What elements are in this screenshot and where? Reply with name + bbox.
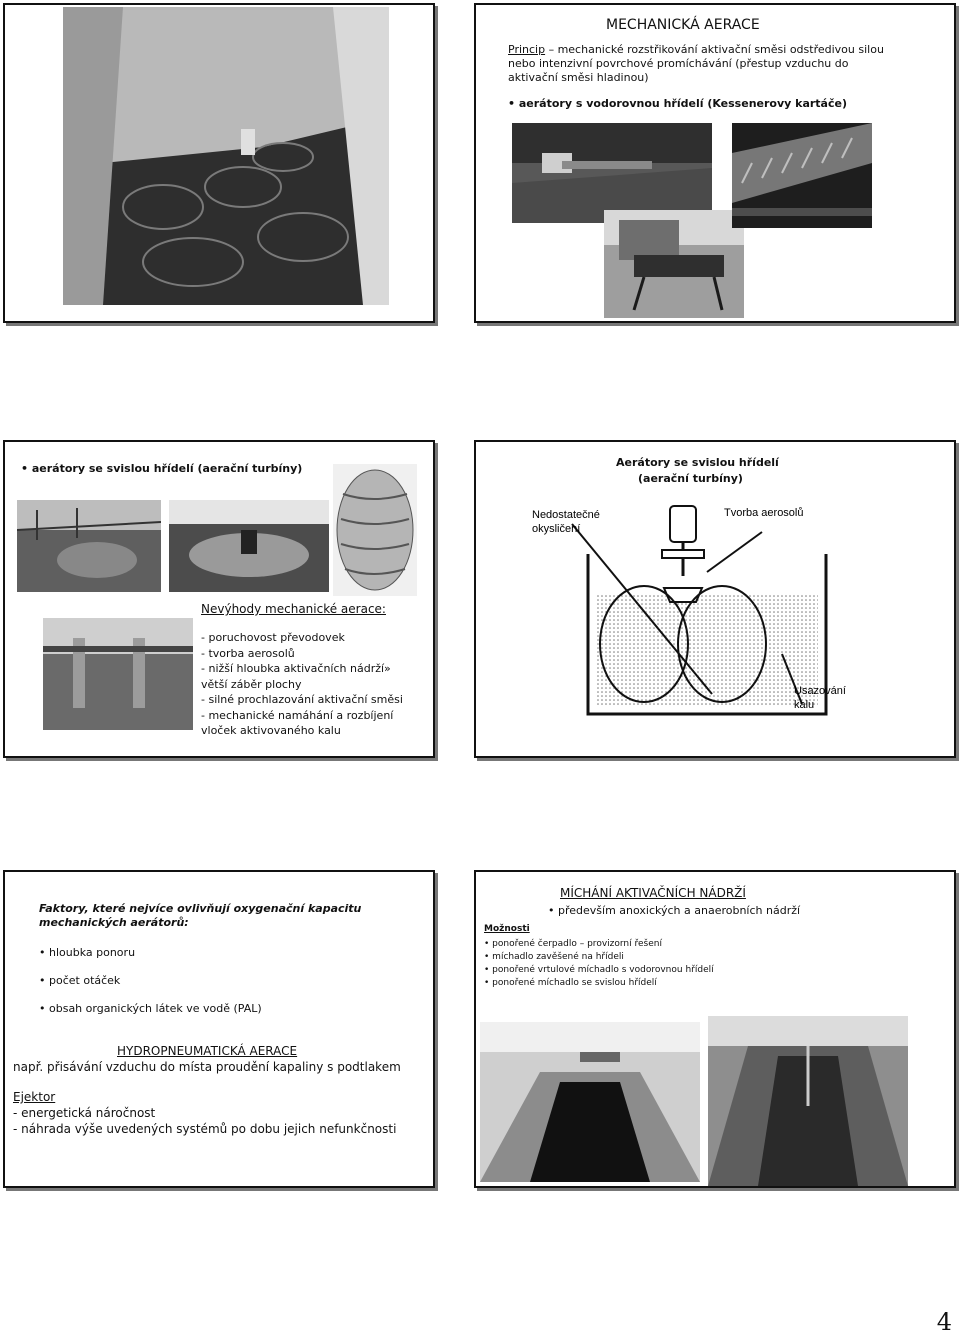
turbine-diagram xyxy=(532,494,862,734)
label-settling: Usazování xyxy=(794,685,846,697)
options-list xyxy=(484,938,714,990)
slide-1 xyxy=(3,3,435,323)
disadvantage-item: - poruchovost převodovek xyxy=(201,631,345,644)
slide2-principle xyxy=(508,43,888,85)
turbine-columns-photo xyxy=(43,618,193,730)
turbine-impeller-photo xyxy=(333,464,417,596)
turbine-diagram-svg xyxy=(532,494,862,734)
slide5-title: Faktory, které nejvíce ovlivňují oxygenační kapacitu mechanických aerátorů: xyxy=(39,902,362,929)
turbine-tank-photo-2 xyxy=(169,500,329,592)
hydro-text: např. přisávání vzduchu do místa proudění kapaliny s podtlakem xyxy=(13,1060,401,1074)
slide-3 xyxy=(3,440,435,758)
factor-item: • počet otáček xyxy=(39,974,120,987)
horizontal-rotor-photo xyxy=(604,210,744,318)
hydro-title: HYDROPNEUMATICKÁ AERACE xyxy=(117,1044,298,1058)
slide-6 xyxy=(474,870,956,1188)
slide-2 xyxy=(474,3,956,323)
principle-text: – mechanické rozstřikování aktivační směsi odstředivou silou nebo intenzivní povrchové promíchávání (přestup vzduchu do aktivační směsi hladinou) xyxy=(508,43,884,84)
factor-item: • hloubka ponoru xyxy=(39,946,135,959)
slide-5 xyxy=(3,870,435,1188)
label-aerosol: Tvorba aerosolů xyxy=(724,507,804,519)
slide2-bullet: • aerátory s vodorovnou hřídelí (Kessenerovy kartáče) xyxy=(508,97,847,110)
ejector-label: Ejektor xyxy=(13,1090,56,1104)
label-insufficient: Nedostatečné xyxy=(532,509,600,521)
label-insufficient-2: okysličení xyxy=(532,523,581,535)
slide3-bullet: • aerátory se svislou hřídelí (aerační turbíny) xyxy=(21,462,302,475)
factor-item: • obsah organických látek ve vodě (PAL) xyxy=(39,1002,262,1015)
option-item: • ponořené čerpadlo – provizorní řešení xyxy=(484,938,714,951)
principle-label: Princip xyxy=(508,43,546,56)
disadvantages-list xyxy=(201,630,403,739)
disadvantage-item: vloček aktivovaného kalu xyxy=(201,724,341,737)
brush-aerator-photo xyxy=(512,123,712,223)
disadvantage-item: - nižší hloubka aktivačních nádrží» xyxy=(201,662,391,675)
disadvantage-item: větší záběr plochy xyxy=(201,677,302,691)
mixing-channel-photo xyxy=(480,1022,700,1182)
slide6-title: MÍCHÁNÍ AKTIVAČNÍCH NÁDRŽÍ xyxy=(560,886,746,900)
disadvantage-item: - silné prochlazování aktivační směsi xyxy=(201,693,403,706)
disadvantage-item: - tvorba aerosolů xyxy=(201,646,295,660)
slide4-title-line1: Aerátory se svislou hřídelí xyxy=(616,456,779,469)
disadvantages-title: Nevýhody mechanické aerace: xyxy=(201,602,386,616)
aeration-tank-photo xyxy=(63,7,389,305)
options-label: Možnosti xyxy=(484,924,530,934)
slide-4 xyxy=(474,440,956,758)
turbine-tank-photo-1 xyxy=(17,500,161,592)
ejector-item: - energetická náročnost xyxy=(13,1106,156,1120)
slide4-title-line2: (aerační turbíny) xyxy=(638,472,743,485)
rotor-closeup-photo xyxy=(732,123,872,228)
ejector-item: - náhrada výše uvedených systémů po dobu jejich nefunkčnosti xyxy=(13,1122,397,1136)
disadvantage-item: - mechanické namáhání a rozbíjení xyxy=(201,708,394,722)
page-number: 4 xyxy=(936,1308,952,1336)
option-item: • ponořené vrtulové míchadlo s vodorovnou hřídelí xyxy=(484,964,714,977)
label-settling-2: kalu xyxy=(794,699,815,711)
slide2-title: MECHANICKÁ AERACE xyxy=(606,17,760,33)
slide6-subtitle: • především anoxických a anaerobních nádrží xyxy=(548,904,800,917)
mixer-tank-photo xyxy=(708,1016,908,1186)
option-item: • ponořené míchadlo se svislou hřídelí xyxy=(484,977,714,990)
option-item: • míchadlo zavěšené na hřídeli xyxy=(484,951,714,964)
